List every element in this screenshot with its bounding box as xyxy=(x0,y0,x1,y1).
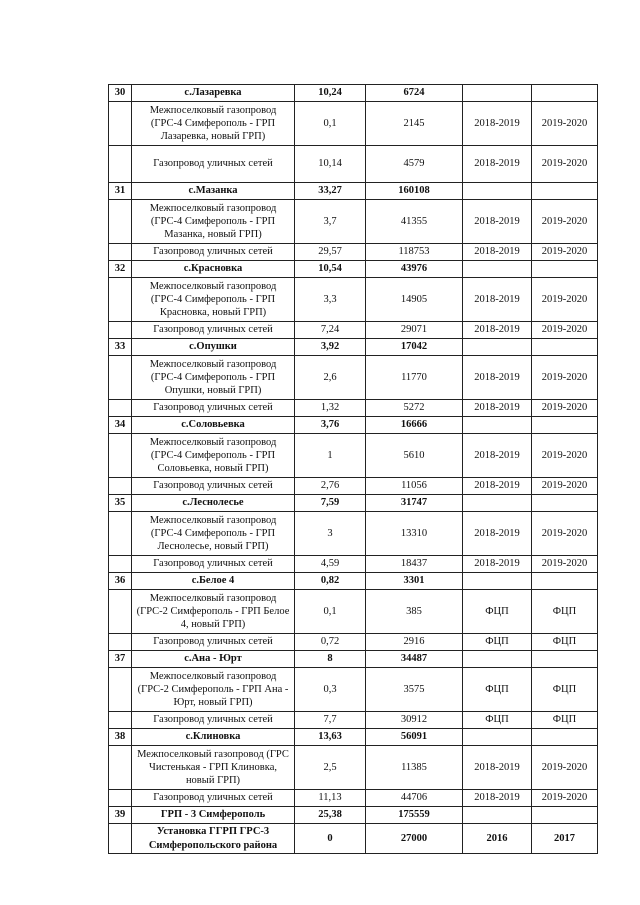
row-cost: 160108 xyxy=(366,183,463,200)
row-cost: 175559 xyxy=(366,807,463,824)
row-end-period xyxy=(532,573,598,590)
row-length: 2,76 xyxy=(295,478,366,495)
row-number: 33 xyxy=(109,339,132,356)
row-start-period: 2018-2019 xyxy=(463,322,532,339)
settlement-row xyxy=(109,573,598,590)
row-start-period: 2018-2019 xyxy=(463,790,532,807)
row-cost: 11770 xyxy=(366,356,463,400)
row-start-period xyxy=(463,495,532,512)
row-name: Газопровод уличных сетей xyxy=(132,712,295,729)
row-number: 32 xyxy=(109,261,132,278)
row-name: Межпоселковый газопровод (ГРС-4 Симферополь - ГРП Соловьевка, новый ГРП) xyxy=(132,434,295,478)
row-number xyxy=(109,322,132,339)
table-row xyxy=(109,634,598,651)
row-start-period: 2018-2019 xyxy=(463,244,532,261)
row-end-period: 2019-2020 xyxy=(532,278,598,322)
row-end-period: 2019-2020 xyxy=(532,400,598,417)
row-cost: 11056 xyxy=(366,478,463,495)
row-length: 29,57 xyxy=(295,244,366,261)
row-name: Газопровод уличных сетей xyxy=(132,556,295,573)
row-name: Межпоселковый газопровод (ГРС-4 Симферополь - ГРП Мазанка, новый ГРП) xyxy=(132,200,295,244)
row-cost: 18437 xyxy=(366,556,463,573)
table-row xyxy=(109,824,598,854)
table-row xyxy=(109,434,598,478)
row-number: 30 xyxy=(109,85,132,102)
row-start-period: ФЦП xyxy=(463,590,532,634)
row-cost: 14905 xyxy=(366,278,463,322)
row-end-period xyxy=(532,261,598,278)
row-end-period: ФЦП xyxy=(532,634,598,651)
settlement-row xyxy=(109,729,598,746)
row-number xyxy=(109,712,132,729)
row-number xyxy=(109,824,132,854)
row-cost: 29071 xyxy=(366,322,463,339)
row-name: Межпоселковый газопровод (ГРС-2 Симферополь - ГРП Ана - Юрт, новый ГРП) xyxy=(132,668,295,712)
row-length: 3 xyxy=(295,512,366,556)
row-start-period: 2018-2019 xyxy=(463,278,532,322)
row-number xyxy=(109,400,132,417)
row-number xyxy=(109,434,132,478)
row-length: 33,27 xyxy=(295,183,366,200)
row-length: 0,72 xyxy=(295,634,366,651)
row-cost: 3575 xyxy=(366,668,463,712)
row-name: с.Лазаревка xyxy=(132,85,295,102)
row-name: с.Соловьевка xyxy=(132,417,295,434)
row-start-period xyxy=(463,85,532,102)
row-length: 0,3 xyxy=(295,668,366,712)
row-start-period: 2018-2019 xyxy=(463,434,532,478)
row-start-period xyxy=(463,573,532,590)
gasification-table xyxy=(108,84,598,854)
row-cost: 30912 xyxy=(366,712,463,729)
settlement-row xyxy=(109,339,598,356)
row-length: 2,6 xyxy=(295,356,366,400)
row-start-period: 2018-2019 xyxy=(463,102,532,146)
row-name: с.Белое 4 xyxy=(132,573,295,590)
row-length: 11,13 xyxy=(295,790,366,807)
row-name: Газопровод уличных сетей xyxy=(132,146,295,183)
row-length: 7,59 xyxy=(295,495,366,512)
row-start-period: 2018-2019 xyxy=(463,356,532,400)
row-length: 3,92 xyxy=(295,339,366,356)
row-number xyxy=(109,590,132,634)
row-name: Газопровод уличных сетей xyxy=(132,400,295,417)
row-start-period: 2018-2019 xyxy=(463,746,532,790)
row-length: 7,7 xyxy=(295,712,366,729)
row-length: 1 xyxy=(295,434,366,478)
row-length: 0,1 xyxy=(295,590,366,634)
row-start-period xyxy=(463,183,532,200)
row-number: 34 xyxy=(109,417,132,434)
row-length: 0 xyxy=(295,824,366,854)
settlement-row xyxy=(109,807,598,824)
row-length: 10,54 xyxy=(295,261,366,278)
row-start-period: 2018-2019 xyxy=(463,400,532,417)
row-start-period xyxy=(463,729,532,746)
settlement-row xyxy=(109,183,598,200)
row-start-period: ФЦП xyxy=(463,634,532,651)
row-cost: 3301 xyxy=(366,573,463,590)
row-number xyxy=(109,244,132,261)
table-row xyxy=(109,478,598,495)
row-end-period: 2019-2020 xyxy=(532,746,598,790)
row-name: Установка ГГРП ГРС-3 Симферопольского района xyxy=(132,824,295,854)
row-length: 8 xyxy=(295,651,366,668)
row-cost: 27000 xyxy=(366,824,463,854)
row-name: Межпоселковый газопровод (ГРС-4 Симферополь - ГРП Лазаревка, новый ГРП) xyxy=(132,102,295,146)
row-end-period: ФЦП xyxy=(532,590,598,634)
row-name: Межпоселковый газопровод (ГРС Чистенькая - ГРП Клиновка, новый ГРП) xyxy=(132,746,295,790)
table-row xyxy=(109,146,598,183)
settlement-row xyxy=(109,417,598,434)
row-cost: 6724 xyxy=(366,85,463,102)
row-start-period: 2018-2019 xyxy=(463,556,532,573)
row-start-period: ФЦП xyxy=(463,712,532,729)
row-cost: 385 xyxy=(366,590,463,634)
row-number xyxy=(109,746,132,790)
row-end-period: 2019-2020 xyxy=(532,102,598,146)
row-name: Межпоселковый газопровод (ГРС-4 Симферополь - ГРП Опушки, новый ГРП) xyxy=(132,356,295,400)
table-row xyxy=(109,400,598,417)
row-name: Газопровод уличных сетей xyxy=(132,634,295,651)
row-end-period: 2019-2020 xyxy=(532,556,598,573)
table-row xyxy=(109,590,598,634)
row-start-period: 2018-2019 xyxy=(463,512,532,556)
row-name: Газопровод уличных сетей xyxy=(132,322,295,339)
row-cost: 5272 xyxy=(366,400,463,417)
row-end-period: 2019-2020 xyxy=(532,478,598,495)
row-cost: 34487 xyxy=(366,651,463,668)
table-row xyxy=(109,712,598,729)
row-end-period: 2019-2020 xyxy=(532,356,598,400)
row-cost: 11385 xyxy=(366,746,463,790)
table-row xyxy=(109,746,598,790)
table-row xyxy=(109,668,598,712)
row-end-period xyxy=(532,339,598,356)
row-number: 37 xyxy=(109,651,132,668)
row-end-period: 2017 xyxy=(532,824,598,854)
row-length: 2,5 xyxy=(295,746,366,790)
table-row xyxy=(109,556,598,573)
row-number xyxy=(109,478,132,495)
table-row xyxy=(109,102,598,146)
row-start-period xyxy=(463,807,532,824)
row-length: 10,24 xyxy=(295,85,366,102)
row-end-period: 2019-2020 xyxy=(532,146,598,183)
row-name: Газопровод уличных сетей xyxy=(132,790,295,807)
settlement-row xyxy=(109,651,598,668)
row-name: Газопровод уличных сетей xyxy=(132,244,295,261)
row-length: 25,38 xyxy=(295,807,366,824)
row-length: 10,14 xyxy=(295,146,366,183)
row-number xyxy=(109,668,132,712)
table-row xyxy=(109,322,598,339)
row-cost: 31747 xyxy=(366,495,463,512)
row-length: 3,3 xyxy=(295,278,366,322)
row-start-period: 2018-2019 xyxy=(463,200,532,244)
row-name: с.Клиновка xyxy=(132,729,295,746)
row-end-period: ФЦП xyxy=(532,712,598,729)
row-name: с.Ана - Юрт xyxy=(132,651,295,668)
row-start-period xyxy=(463,339,532,356)
row-end-period: 2019-2020 xyxy=(532,512,598,556)
row-end-period xyxy=(532,651,598,668)
row-name: ГРП - 3 Симферополь xyxy=(132,807,295,824)
row-cost: 16666 xyxy=(366,417,463,434)
row-cost: 17042 xyxy=(366,339,463,356)
row-name: с.Красновка xyxy=(132,261,295,278)
row-end-period xyxy=(532,183,598,200)
row-length: 4,59 xyxy=(295,556,366,573)
row-number xyxy=(109,790,132,807)
row-end-period: 2019-2020 xyxy=(532,200,598,244)
table-row xyxy=(109,356,598,400)
row-length: 0,82 xyxy=(295,573,366,590)
row-number xyxy=(109,146,132,183)
settlement-row xyxy=(109,495,598,512)
row-name: Межпоселковый газопровод (ГРС-2 Симферополь - ГРП Белое 4, новый ГРП) xyxy=(132,590,295,634)
row-name: с.Опушки xyxy=(132,339,295,356)
row-number: 38 xyxy=(109,729,132,746)
row-end-period xyxy=(532,417,598,434)
row-end-period xyxy=(532,495,598,512)
row-number: 31 xyxy=(109,183,132,200)
row-cost: 44706 xyxy=(366,790,463,807)
row-end-period: 2019-2020 xyxy=(532,322,598,339)
row-length: 3,76 xyxy=(295,417,366,434)
settlement-row xyxy=(109,85,598,102)
row-end-period: 2019-2020 xyxy=(532,790,598,807)
row-number xyxy=(109,634,132,651)
row-end-period: 2019-2020 xyxy=(532,434,598,478)
row-name: с.Мазанка xyxy=(132,183,295,200)
row-length: 0,1 xyxy=(295,102,366,146)
row-length: 3,7 xyxy=(295,200,366,244)
row-number: 36 xyxy=(109,573,132,590)
row-number xyxy=(109,200,132,244)
row-end-period xyxy=(532,729,598,746)
row-number: 35 xyxy=(109,495,132,512)
row-number: 39 xyxy=(109,807,132,824)
row-number xyxy=(109,102,132,146)
table-row xyxy=(109,278,598,322)
settlement-row xyxy=(109,261,598,278)
row-length: 7,24 xyxy=(295,322,366,339)
row-end-period xyxy=(532,807,598,824)
row-name: Межпоселковый газопровод (ГРС-4 Симферополь - ГРП Красновка, новый ГРП) xyxy=(132,278,295,322)
row-name: Межпоселковый газопровод (ГРС-4 Симферополь - ГРП Леснолесье, новый ГРП) xyxy=(132,512,295,556)
row-cost: 2145 xyxy=(366,102,463,146)
table-row xyxy=(109,512,598,556)
table-row xyxy=(109,244,598,261)
row-cost: 43976 xyxy=(366,261,463,278)
row-cost: 41355 xyxy=(366,200,463,244)
row-start-period: 2016 xyxy=(463,824,532,854)
table-row xyxy=(109,200,598,244)
row-number xyxy=(109,512,132,556)
row-cost: 5610 xyxy=(366,434,463,478)
row-end-period: 2019-2020 xyxy=(532,244,598,261)
row-length: 13,63 xyxy=(295,729,366,746)
row-cost: 118753 xyxy=(366,244,463,261)
row-start-period xyxy=(463,651,532,668)
row-name: с.Леснолесье xyxy=(132,495,295,512)
row-end-period: ФЦП xyxy=(532,668,598,712)
row-cost: 4579 xyxy=(366,146,463,183)
row-number xyxy=(109,356,132,400)
row-start-period xyxy=(463,261,532,278)
row-cost: 2916 xyxy=(366,634,463,651)
row-name: Газопровод уличных сетей xyxy=(132,478,295,495)
row-cost: 56091 xyxy=(366,729,463,746)
table-body xyxy=(109,85,598,854)
row-number xyxy=(109,556,132,573)
row-start-period: 2018-2019 xyxy=(463,146,532,183)
row-number xyxy=(109,278,132,322)
table-row xyxy=(109,790,598,807)
row-length: 1,32 xyxy=(295,400,366,417)
row-end-period xyxy=(532,85,598,102)
row-start-period xyxy=(463,417,532,434)
row-start-period: ФЦП xyxy=(463,668,532,712)
row-start-period: 2018-2019 xyxy=(463,478,532,495)
row-cost: 13310 xyxy=(366,512,463,556)
